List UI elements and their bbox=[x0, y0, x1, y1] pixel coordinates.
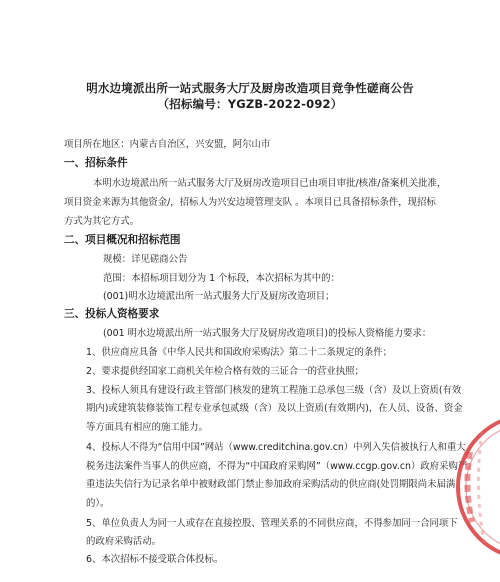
list-item-continuation: 重违法失信行为记录名单中被财政部门禁止参加政府采购活动的供应商(处罚期限尚未届满 bbox=[86, 479, 456, 490]
document-title: 明水边境派出所一站式服务大厅及厨房改造项目竞争性磋商公告 bbox=[86, 81, 414, 95]
list-item: 2、要求提供经国家工商机关年检合格有效的三证合一的营业执照； bbox=[86, 366, 364, 377]
paragraph-line: 范围：本招标项目划分为 1 个标段，本次招标为其中的： bbox=[103, 273, 340, 284]
bid-number: （招标编号：YGZB-2022-092） bbox=[157, 97, 343, 111]
list-item: 6、本次招标不接受联合体投标。 bbox=[86, 554, 224, 565]
list-item-continuation: 的）。 bbox=[86, 498, 110, 509]
paragraph-line: 项目资金来源为其他资金/，招标人为兴安边境管理支队 。本项目已具备招标条件，现招标 bbox=[64, 197, 436, 208]
list-item-continuation: 期内)或建筑装修装饰工程专业承包贰级（含）及以上资质(有效期内)，在人员、设备、资金 bbox=[86, 403, 463, 414]
official-seal-stamp bbox=[452, 392, 500, 582]
list-item: 4、投标人不得为“信用中国”网站（www.creditchina.gov.cn）中列入失信被执行人和重大 bbox=[86, 442, 466, 453]
paragraph-line: (001)明水边境派出所一站式服务大厅及厨房改造项目； bbox=[103, 291, 335, 302]
list-item: 3、投标人须具有建设行政主管部门核发的建筑工程施工总承包三级（含）及以上资质(有效 bbox=[86, 385, 462, 396]
list-item-continuation: 的政府采购活动。 bbox=[86, 536, 162, 547]
paragraph-line: 本明水边境派出所一站式服务大厅及厨房改造项目已由项目审批/核准/备案机关批准， bbox=[93, 178, 447, 189]
paragraph-line: 规模：详见磋商公告 bbox=[103, 254, 188, 265]
section-heading: 一、招标条件 bbox=[64, 157, 128, 169]
project-location: 项目所在地区：内蒙古自治区，兴安盟，阿尔山市 bbox=[64, 139, 271, 150]
list-item-continuation: 等方面具有相应的施工能力。 bbox=[86, 422, 208, 433]
list-item: 1、供应商应具备《中华人民共和国政府采购法》第二十二条规定的条件； bbox=[86, 347, 392, 358]
section-heading: 三、投标人资格要求 bbox=[64, 308, 160, 320]
list-item: 5、单位负责人为同一人或存在直接控股、管理关系的不同供应商，不得参加同一合同项下 bbox=[86, 518, 458, 529]
paragraph-line: 方式为其它方式。 bbox=[64, 216, 140, 227]
list-item-continuation: 税务违法案件当事人的供应商，不得为“中国政府采购网”（www.ccgp.gov.cn）政府采购严 bbox=[86, 461, 468, 472]
section-heading: 二、项目概况和招标范围 bbox=[64, 234, 181, 246]
paragraph-line: (001 明水边境派出所一站式服务大厅及厨房改造项目)的投标人资格能力要求： bbox=[103, 328, 432, 339]
